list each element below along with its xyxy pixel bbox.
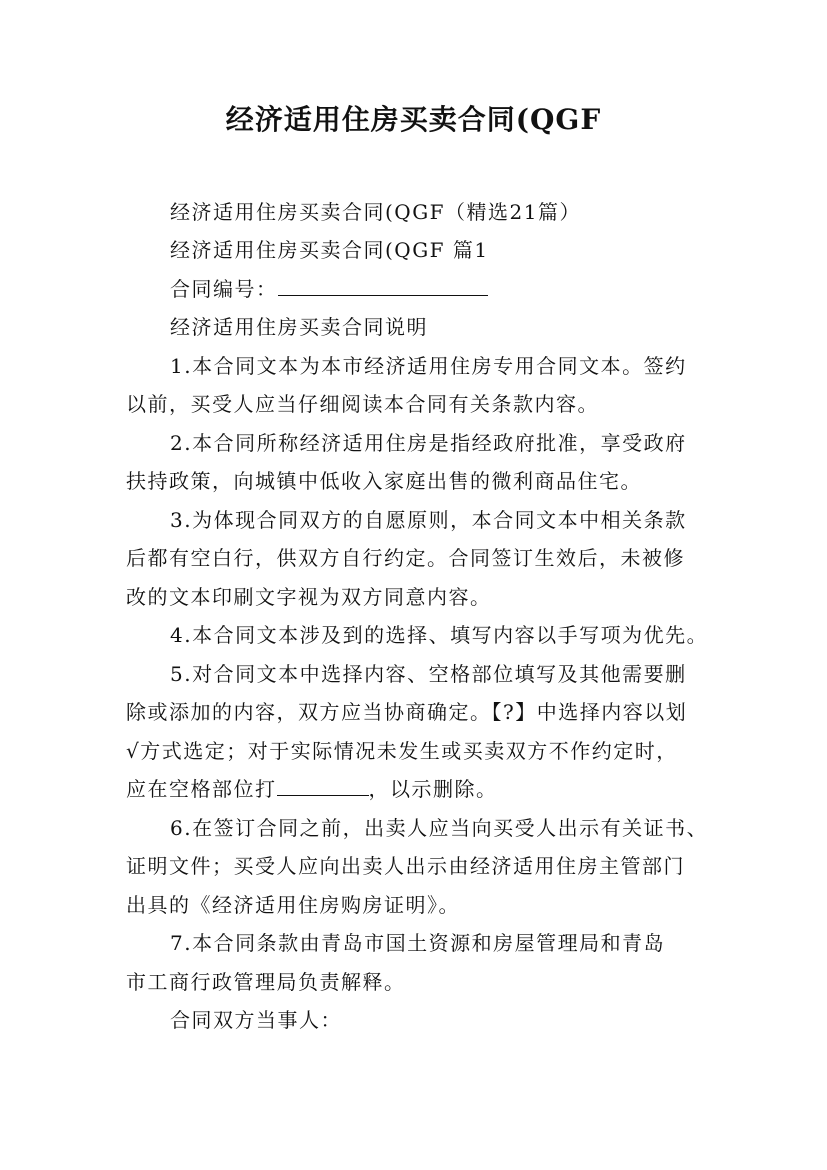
contract-number-label: 合同编号： xyxy=(170,277,278,301)
clause-5-line-4-before: 应在空格部位打 xyxy=(126,777,277,801)
clause-5-line-2: 除或添加的内容，双方应当协商确定。【?】中选择内容以划 xyxy=(126,700,688,724)
clause-3-line-3: 改的文本印刷文字视为双方同意内容。 xyxy=(126,585,492,609)
clause-6-line-2: 证明文件；买受人应向出卖人出示由经济适用住房主管部门 xyxy=(126,854,685,878)
clause-6-line-3: 出具的《经济适用住房购房证明》。 xyxy=(126,893,460,917)
clause-1-line-1: 1.本合同文本为本市经济适用住房专用合同文本。签约 xyxy=(170,354,687,378)
clause-7-line-2: 市工商行政管理局负责解释。 xyxy=(126,970,406,994)
clause-3-line-1: 3.为体现合同双方的自愿原则，本合同文本中相关条款 xyxy=(170,508,687,532)
contract-number-line xyxy=(170,274,488,304)
instructions-heading: 经济适用住房买卖合同说明 xyxy=(170,315,428,339)
document-title: 经济适用住房买卖合同(QGF xyxy=(225,103,602,136)
clause-3-line-2: 后都有空白行，供双方自行约定。合同签订生效后，未被修 xyxy=(126,546,685,570)
clause-5-line-1: 5.对合同文本中选择内容、空格部位填写及其他需要删 xyxy=(170,662,687,686)
section-heading-1: 经济适用住房买卖合同(QGF 篇1 xyxy=(170,238,489,262)
clause-5-line-3: √方式选定；对于实际情况未发生或买卖双方不作约定时， xyxy=(126,739,678,763)
contract-number-blank xyxy=(278,275,488,296)
clause-6-line-1: 6.在签订合同之前，出卖人应当向买受人出示有关证书、 xyxy=(170,816,709,840)
clause-5-line-4-after: ，以示删除。 xyxy=(368,777,498,801)
clause-5-line-4 xyxy=(126,774,498,804)
clause-2-line-2: 扶持政策，向城镇中低收入家庭出售的微利商品住宅。 xyxy=(126,469,642,493)
clause-4-line-1: 4.本合同文本涉及到的选择、填写内容以手写项为优先。 xyxy=(170,623,709,647)
strike-blank xyxy=(277,775,369,796)
clause-1-line-2: 以前，买受人应当仔细阅读本合同有关条款内容。 xyxy=(126,392,599,416)
clause-2-line-1: 2.本合同所称经济适用住房是指经政府批准，享受政府 xyxy=(170,431,687,455)
subtitle-selected-21: 经济适用住房买卖合同(QGF（精选21篇） xyxy=(170,200,582,224)
clause-7-line-1: 7.本合同条款由青岛市国土资源和房屋管理局和青岛 xyxy=(170,931,666,955)
parties-heading: 合同双方当事人： xyxy=(170,1008,342,1032)
